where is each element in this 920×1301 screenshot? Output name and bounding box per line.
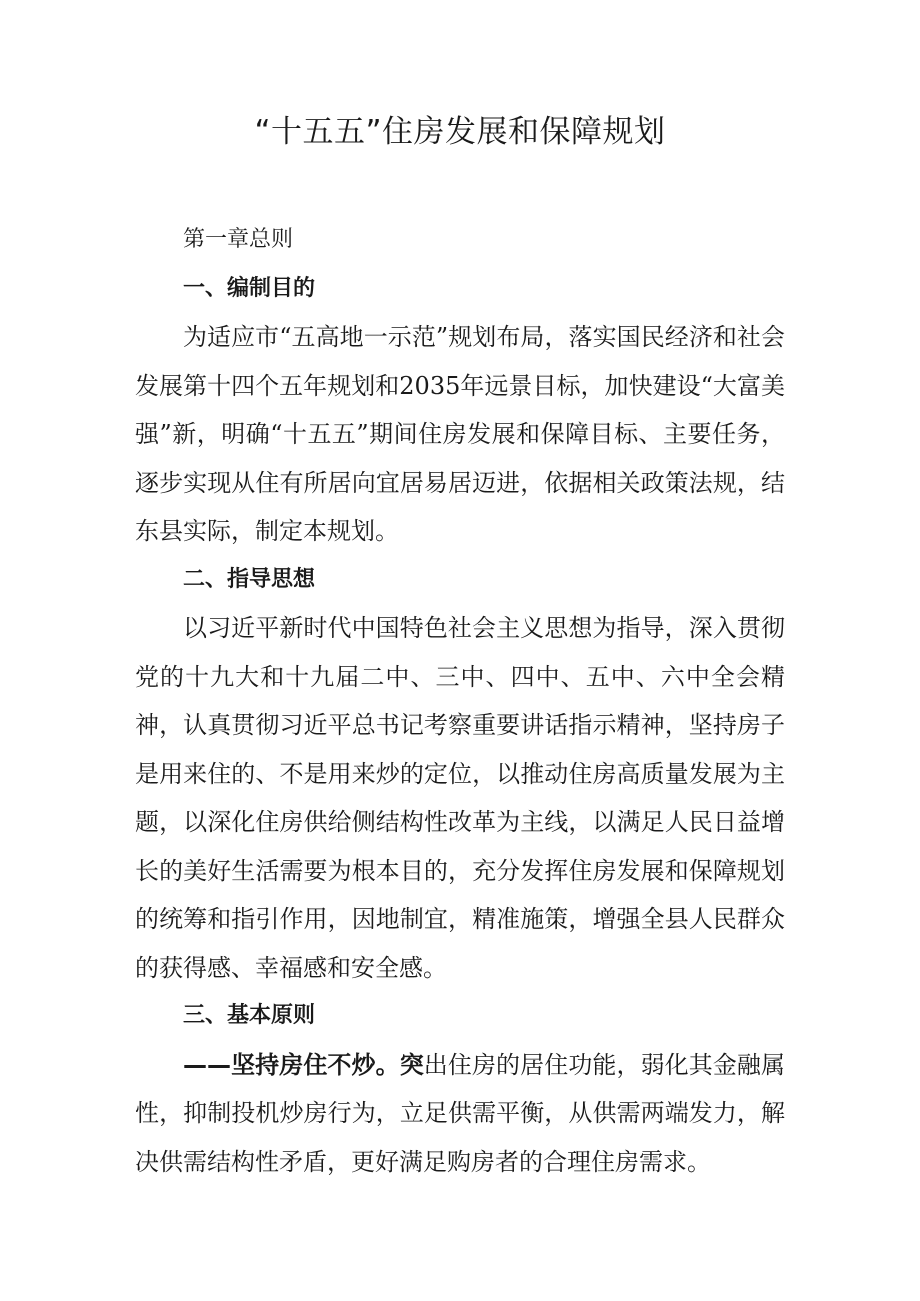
principle-body-text: 出住房的居住功能，弱化其金融属性，抑制投机炒房行为，立足供需平衡，从供需两端发力，解决供需结构性矛盾，更好满足购房者的合理住房需求。 bbox=[135, 1050, 786, 1176]
document-title: “十五五”住房发展和保障规划 bbox=[254, 114, 666, 150]
section-heading-purpose: 一、编制目的 bbox=[183, 275, 316, 301]
principle-lead-text: ——坚持房住不炒。突 bbox=[183, 1050, 424, 1079]
section-paragraph-basic-principles bbox=[135, 1041, 785, 1187]
section-heading-guiding-ideology: 二、指导思想 bbox=[183, 566, 316, 592]
chapter-heading: 第一章总则 bbox=[183, 227, 294, 252]
section-heading-basic-principles: 三、基本原则 bbox=[183, 1003, 316, 1028]
section-paragraph-guiding-ideology: 以习近平新时代中国特色社会主义思想为指导，深入贯彻党的十九大和十九届二中、三中、四中、五中、六中全会精神，认真贯彻习近平总书记考察重要讲话指示精神，坚持房子是用来住的、不是用来炒的定位，以推动住房高质量发展为主题，以深化住房供给侧结构性改革为主线，以满足人民日益增长的美好生活需要为根本目的，充分发挥住房发展和保障规划的统筹和指引作用，因地制宜，精准施策，增强全县人民群众的获得感、幸福感和安全感。 bbox=[135, 614, 785, 982]
section-paragraph-purpose: 为适应市“五高地一示范”规划布局，落实国民经济和社会发展第十四个五年规划和2035年远景目标，加快建设“大富美强”新，明确“十五五”期间住房发展和保障目标、主要任务，逐步实现从住有所居向宜居易居迈进，依据相关政策法规，结东县实际，制定本规划。 bbox=[135, 323, 785, 545]
document-body bbox=[135, 216, 785, 1186]
